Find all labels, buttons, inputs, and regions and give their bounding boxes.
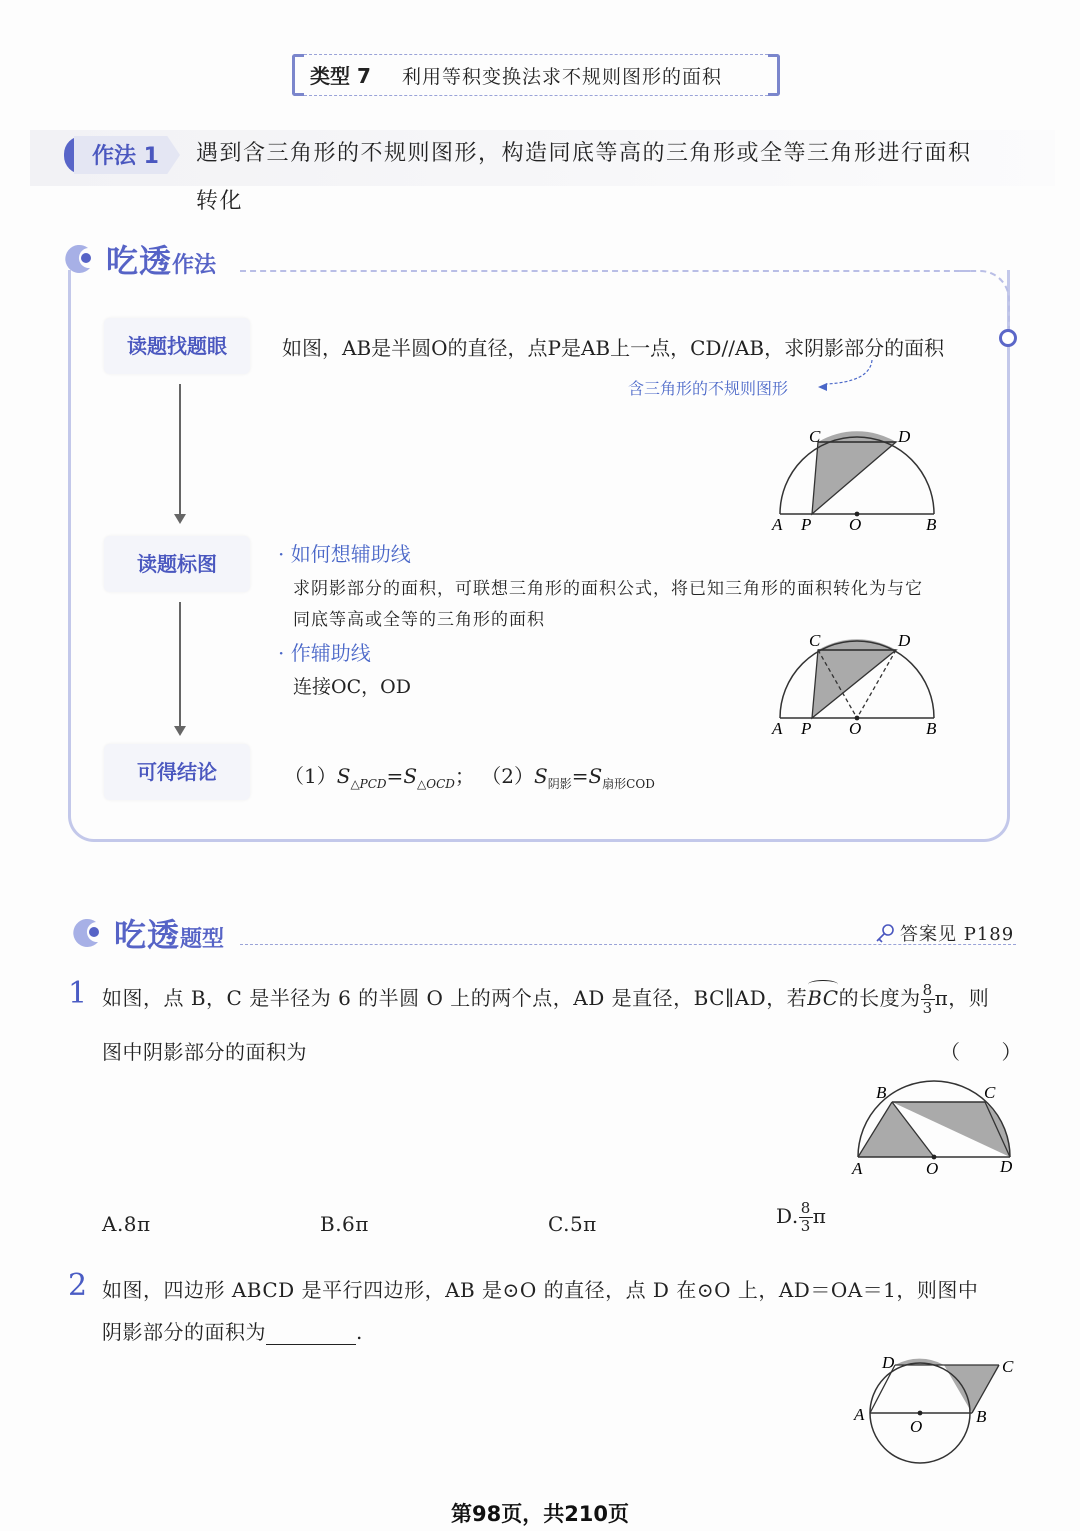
- q1-option-c[interactable]: C.5π: [548, 1212, 597, 1236]
- arrow-left-icon: [818, 382, 830, 392]
- label-C: C: [809, 631, 821, 650]
- hint2-title: · 作辅助线: [278, 641, 371, 665]
- label-A: A: [854, 1405, 865, 1424]
- q1-text-line2: 图中阴影部分的面积为: [102, 1040, 307, 1064]
- q2-text-line1: 如图，四边形 ABCD 是平行四边形，AB 是⊙O 的直径，点 D 在⊙O 上，AD＝OA＝1，则图中: [102, 1278, 979, 1302]
- label-A: A: [772, 515, 783, 534]
- label-C: C: [1002, 1357, 1014, 1376]
- figure-q1: [848, 1076, 1024, 1180]
- q1-text-line1: 如图，点 B，C 是半径为 6 的半圆 O 上的两个点，AD 是直径，BC∥AD，若BC的长度为 $\frac{8}{3}$ π，则: [102, 981, 990, 1017]
- label-P: P: [801, 719, 812, 738]
- section2-divider: [240, 944, 1016, 945]
- label-D: D: [1000, 1157, 1013, 1176]
- figure-q2: [848, 1352, 1024, 1470]
- hint1-title: · 如何想辅助线: [278, 542, 411, 566]
- label-O: O: [926, 1159, 939, 1178]
- label-B: B: [876, 1083, 887, 1102]
- type-header: [292, 54, 780, 96]
- q1-option-a[interactable]: A.8π: [102, 1212, 151, 1236]
- key-icon: [874, 922, 896, 944]
- arrow-down-icon: [179, 602, 181, 734]
- box-marker-icon: [999, 329, 1017, 347]
- hint1-line1: 求阴影部分的面积，可联想三角形的面积公式，将已知三角形的面积转化为与它: [293, 579, 923, 599]
- hint2-body: 连接OC，OD: [293, 676, 411, 698]
- label-O: O: [849, 515, 862, 534]
- label-B: B: [976, 1407, 987, 1426]
- type-title: 利用等积变换法求不规则图形的面积: [402, 66, 723, 88]
- step-read-figure: 读题标图: [104, 536, 250, 592]
- label-O: O: [849, 719, 862, 738]
- label-P: P: [801, 515, 812, 534]
- method-text-line2: 转化: [196, 189, 244, 214]
- section2-title-small: 题型: [180, 927, 225, 952]
- label-D: D: [882, 1353, 895, 1372]
- label-A: A: [772, 719, 783, 738]
- conclusion-formula: $(1)S_{\triangle PCD}=S_{\triangle OCD}$； $(2)S_{阴影}=S_{扇形COD}$: [284, 764, 655, 791]
- annotation-text: 含三角形的不规则图形: [628, 379, 789, 398]
- label-B: B: [926, 719, 937, 738]
- label-A: A: [852, 1159, 863, 1178]
- arrow-down-icon: [179, 384, 181, 522]
- box-top-border: [240, 270, 970, 272]
- figure-semicircle-1: [770, 424, 950, 536]
- label-C: C: [809, 427, 821, 446]
- q1-answer-paren: （ ）: [940, 1040, 1022, 1064]
- q1-option-d[interactable]: D. $\frac{8}{3}$ π: [776, 1199, 827, 1235]
- figure-semicircle-2: [770, 628, 950, 740]
- q2-number: 2: [68, 1268, 88, 1303]
- q2-text-line2: 阴影部分的面积为 .: [102, 1320, 363, 1344]
- method-label: 作法 1: [92, 144, 159, 169]
- section1-title-small: 作法: [172, 253, 217, 278]
- label-D: D: [898, 427, 911, 446]
- method-badge: [64, 136, 184, 174]
- label-B: B: [926, 515, 937, 534]
- label-D: D: [898, 631, 911, 650]
- hint1-line2: 同底等高或全等的三角形的面积: [293, 610, 545, 630]
- step-conclusion: 可得结论: [104, 744, 250, 800]
- q2-answer-blank[interactable]: [266, 1325, 356, 1345]
- problem-statement: 如图，AB是半圆O的直径，点P是AB上一点，CD//AB，求阴影部分的面积: [282, 336, 945, 360]
- answer-ref: 答案见 P189: [900, 924, 1015, 945]
- label-C: C: [984, 1083, 996, 1102]
- label-O: O: [910, 1417, 923, 1436]
- page-footer: 第98页，共210页: [450, 1502, 630, 1526]
- q1-option-b[interactable]: B.6π: [320, 1212, 369, 1236]
- step-read-eye: 读题找题眼: [104, 318, 250, 374]
- section2-title: [114, 910, 224, 956]
- moon-icon: [70, 916, 104, 950]
- section2-title-big: 吃透: [114, 916, 181, 954]
- section1-title-big: 吃透: [106, 242, 173, 280]
- method-text-line1: 遇到含三角形的不规则图形，构造同底等高的三角形或全等三角形进行面积: [196, 141, 972, 166]
- q1-number: 1: [68, 976, 88, 1011]
- type-tag: 类型 7: [310, 64, 371, 88]
